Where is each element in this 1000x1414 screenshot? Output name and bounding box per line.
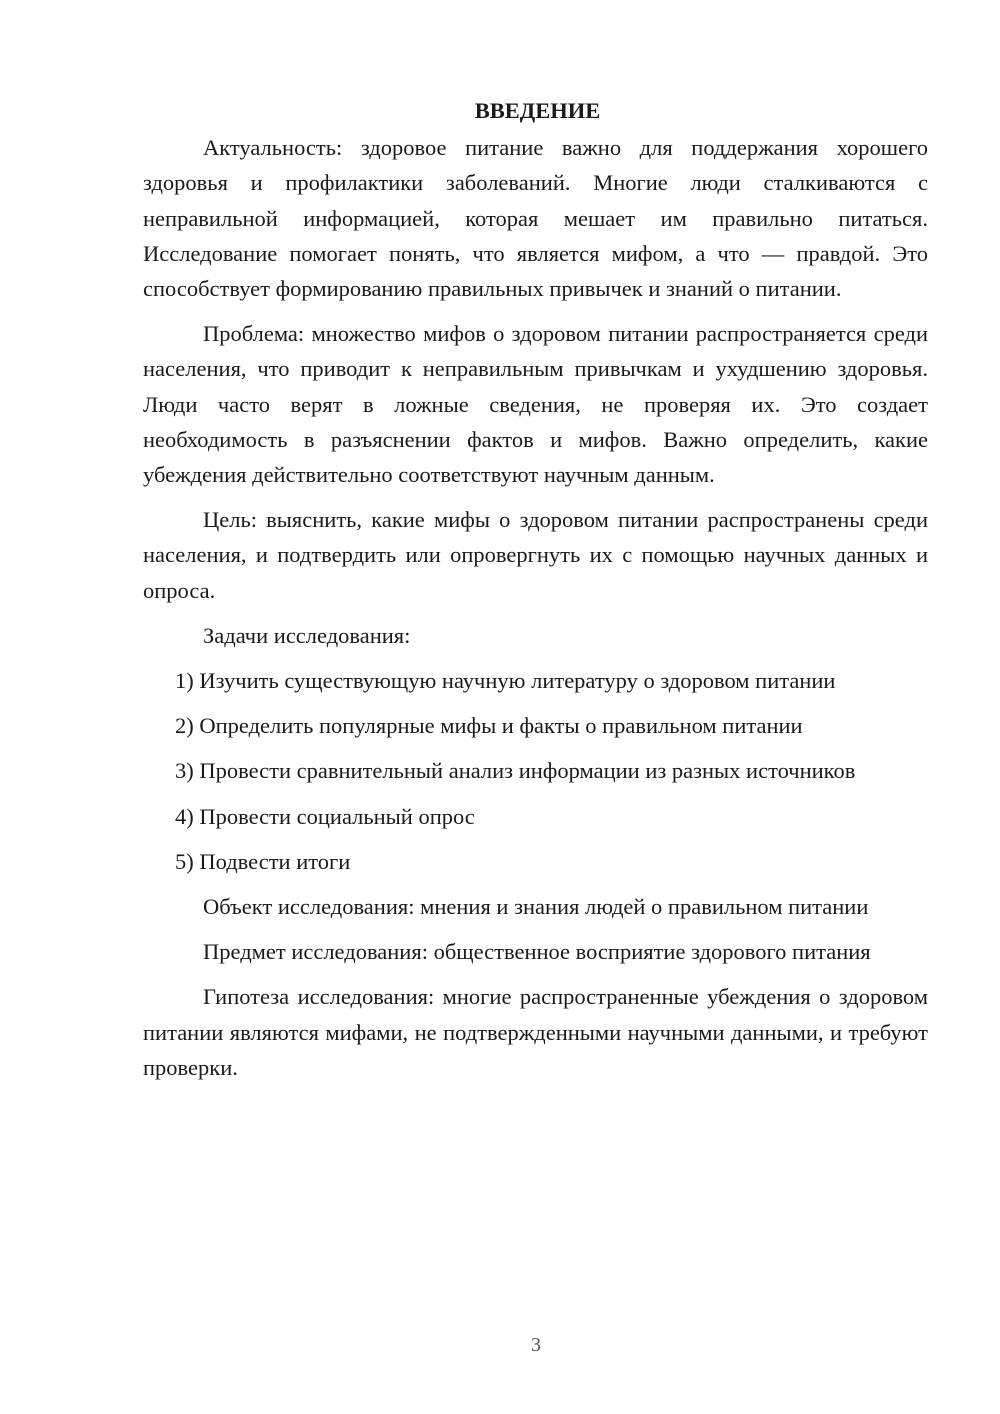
- paragraph-relevance: Актуальность: здоровое питание важно для поддержания хорошего здоровья и профилактики заболеваний. Многие люди сталкиваются с неправильной информацией, которая мешает им правильно питаться. Исследование помогает понять, что является мифом, а что — правдой. Это способствует формированию правильных привычек и знаний о питании.: [143, 135, 928, 302]
- section-title: ВВЕДЕНИЕ: [474, 98, 601, 123]
- task-item: 3) Провести сравнительный анализ информации из разных источников: [175, 758, 856, 784]
- task-item: 1) Изучить существующую научную литературу о здоровом питании: [175, 668, 836, 694]
- task-item: 2) Определить популярные мифы и факты о правильном питании: [175, 713, 803, 739]
- page-number: 3: [531, 1334, 541, 1356]
- tasks-heading: Задачи исследования:: [203, 622, 411, 648]
- paragraph-subject: Предмет исследования: общественное восприятие здорового питания: [203, 939, 871, 965]
- page-content: [143, 93, 928, 1085]
- paragraph-goal: Цель: выяснить, какие мифы о здоровом питании распространены среди населения, и подтвердить или опровергнуть их с помощью научных данных и опроса.: [143, 507, 928, 603]
- task-item: 5) Подвести итоги: [175, 848, 351, 874]
- paragraph-problem: Проблема: множество мифов о здоровом питании распространяется среди населения, что приводит к неправильным привычкам и ухудшению здоровья. Люди часто верят в ложные сведения, не проверяя их. Это создает необходимость в разъяснении фактов и мифов. Важно определить, какие убеждения действительно соответствуют научным данным.: [143, 321, 928, 488]
- paragraph-hypothesis: Гипотеза исследования: многие распространенные убеждения о здоровом питании являются мифами, не подтвержденными научными данными, и требуют проверки.: [143, 984, 928, 1080]
- task-item: 4) Провести социальный опрос: [175, 803, 475, 829]
- paragraph-object: Объект исследования: мнения и знания людей о правильном питании: [203, 894, 869, 920]
